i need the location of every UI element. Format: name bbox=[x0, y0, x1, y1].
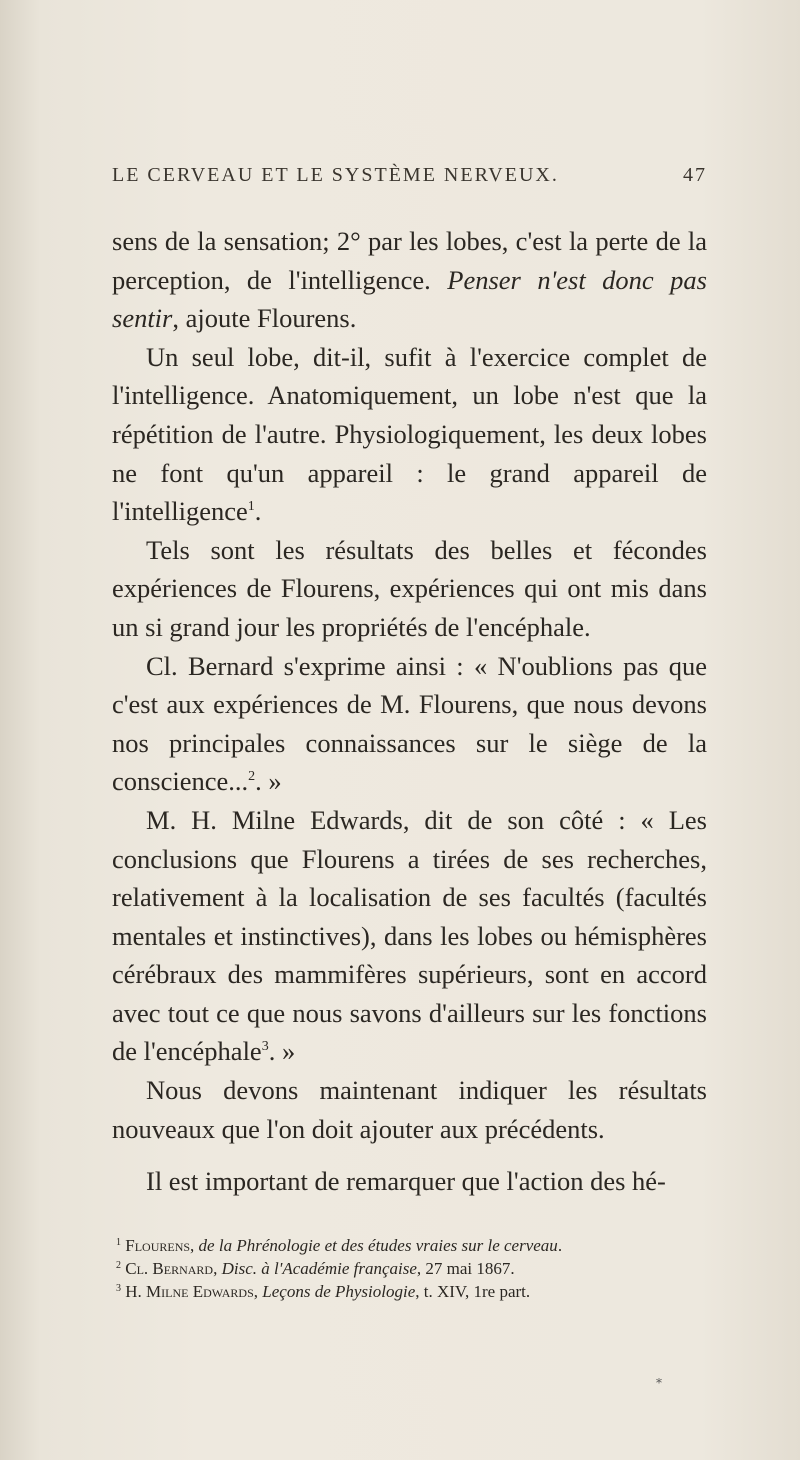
paragraph-7-text: Il est important de remarquer que l'action des hé- bbox=[146, 1166, 666, 1197]
ornament-mark: ⁎ bbox=[656, 1372, 662, 1386]
footnote-sep: , bbox=[190, 1236, 199, 1255]
paragraph-6 bbox=[112, 1071, 707, 1148]
body-text bbox=[112, 222, 707, 1201]
paragraph-1 bbox=[112, 222, 707, 338]
paragraph-1-italic: Penser n'est donc pas sentir bbox=[112, 264, 707, 334]
paragraph-2-text: Un seul lobe, dit-il, sufit à l'exercice complet de l'intelligence. Anatomiquement, un lobe n'est que la répétition de l'autre. Physiologiquement, les deux lobes ne font qu'un appareil : le grand appareil de l'intelligence bbox=[112, 341, 707, 527]
footnote-mark: 1 bbox=[116, 1237, 121, 1248]
footnote-rest: , 27 mai 1867. bbox=[416, 1259, 515, 1278]
paragraph-5-text: M. H. Milne Edwards, dit de son côté : « Les conclusions que Flourens a tirées de ses recherches, relativement à la localisation de ses facultés (facultés mentales et instinctives), dans les lobes ou hémisphères cérébraux des mammifères supérieurs, sont en accord avec tout ce que nous savons d'ailleurs sur les fonctions de l'encéphale bbox=[112, 804, 707, 1067]
paragraph-3-text: Tels sont les résultats des belles et fécondes expériences de Flourens, expériences qui ont mis dans un si grand jour les propriétés de l'encéphale. bbox=[112, 534, 707, 642]
footnote-sep: , bbox=[253, 1282, 263, 1301]
footnote-rest: . bbox=[557, 1236, 563, 1255]
paragraph-2 bbox=[112, 338, 707, 531]
footnote-rest: , t. XIV, 1re part. bbox=[415, 1282, 531, 1301]
paragraph-2-end: . bbox=[254, 496, 262, 527]
footnote-sep: , bbox=[213, 1259, 222, 1278]
paragraph-6-text: Nous devons maintenant indiquer les résultats nouveaux que l'on doit ajouter aux précédents. bbox=[112, 1075, 707, 1144]
footnote-author: Cl. Bernard bbox=[125, 1259, 214, 1278]
footnote-3 bbox=[112, 1280, 712, 1303]
footnote-author: H. Milne Edwards bbox=[125, 1282, 254, 1301]
page-number: 47 bbox=[683, 164, 707, 186]
footnote-ref-1: 1 bbox=[247, 499, 255, 515]
footnote-2 bbox=[112, 1257, 712, 1280]
footnote-ref-2: 2 bbox=[248, 769, 256, 785]
footnote-work: Disc. à l'Académie française bbox=[221, 1259, 417, 1278]
footnote-1 bbox=[112, 1234, 712, 1257]
paragraph-7 bbox=[112, 1162, 707, 1201]
paragraph-1-text: sens de la sensation; 2° par les lobes, c'est la perte de la perception, de l'intelligence. bbox=[112, 226, 707, 295]
paragraph-4 bbox=[112, 647, 707, 801]
paragraph-1-text-end: , ajoute Flourens. bbox=[172, 303, 357, 334]
footnote-work: de la Phrénologie et des études vraies sur le cerveau bbox=[198, 1236, 558, 1255]
footnote-mark: 3 bbox=[116, 1283, 121, 1294]
footnotes bbox=[112, 1234, 712, 1303]
running-title: LE CERVEAU ET LE SYSTÈME NERVEUX. bbox=[112, 164, 559, 186]
footnote-mark: 2 bbox=[116, 1260, 121, 1271]
paragraph-5 bbox=[112, 801, 707, 1071]
paragraph-4-end: . » bbox=[255, 766, 282, 797]
paragraph-4-text: Cl. Bernard s'exprime ainsi : « N'oublions pas que c'est aux expériences de M. Flourens, que nous devons nos principales connaissances sur le siège de la conscience... bbox=[112, 650, 707, 797]
paragraph-3 bbox=[112, 531, 707, 647]
footnote-ref-3: 3 bbox=[261, 1039, 269, 1055]
footnote-author: Flourens bbox=[125, 1236, 191, 1255]
paragraph-5-end: . » bbox=[268, 1036, 296, 1067]
footnote-work: Leçons de Physiologie bbox=[262, 1282, 416, 1301]
